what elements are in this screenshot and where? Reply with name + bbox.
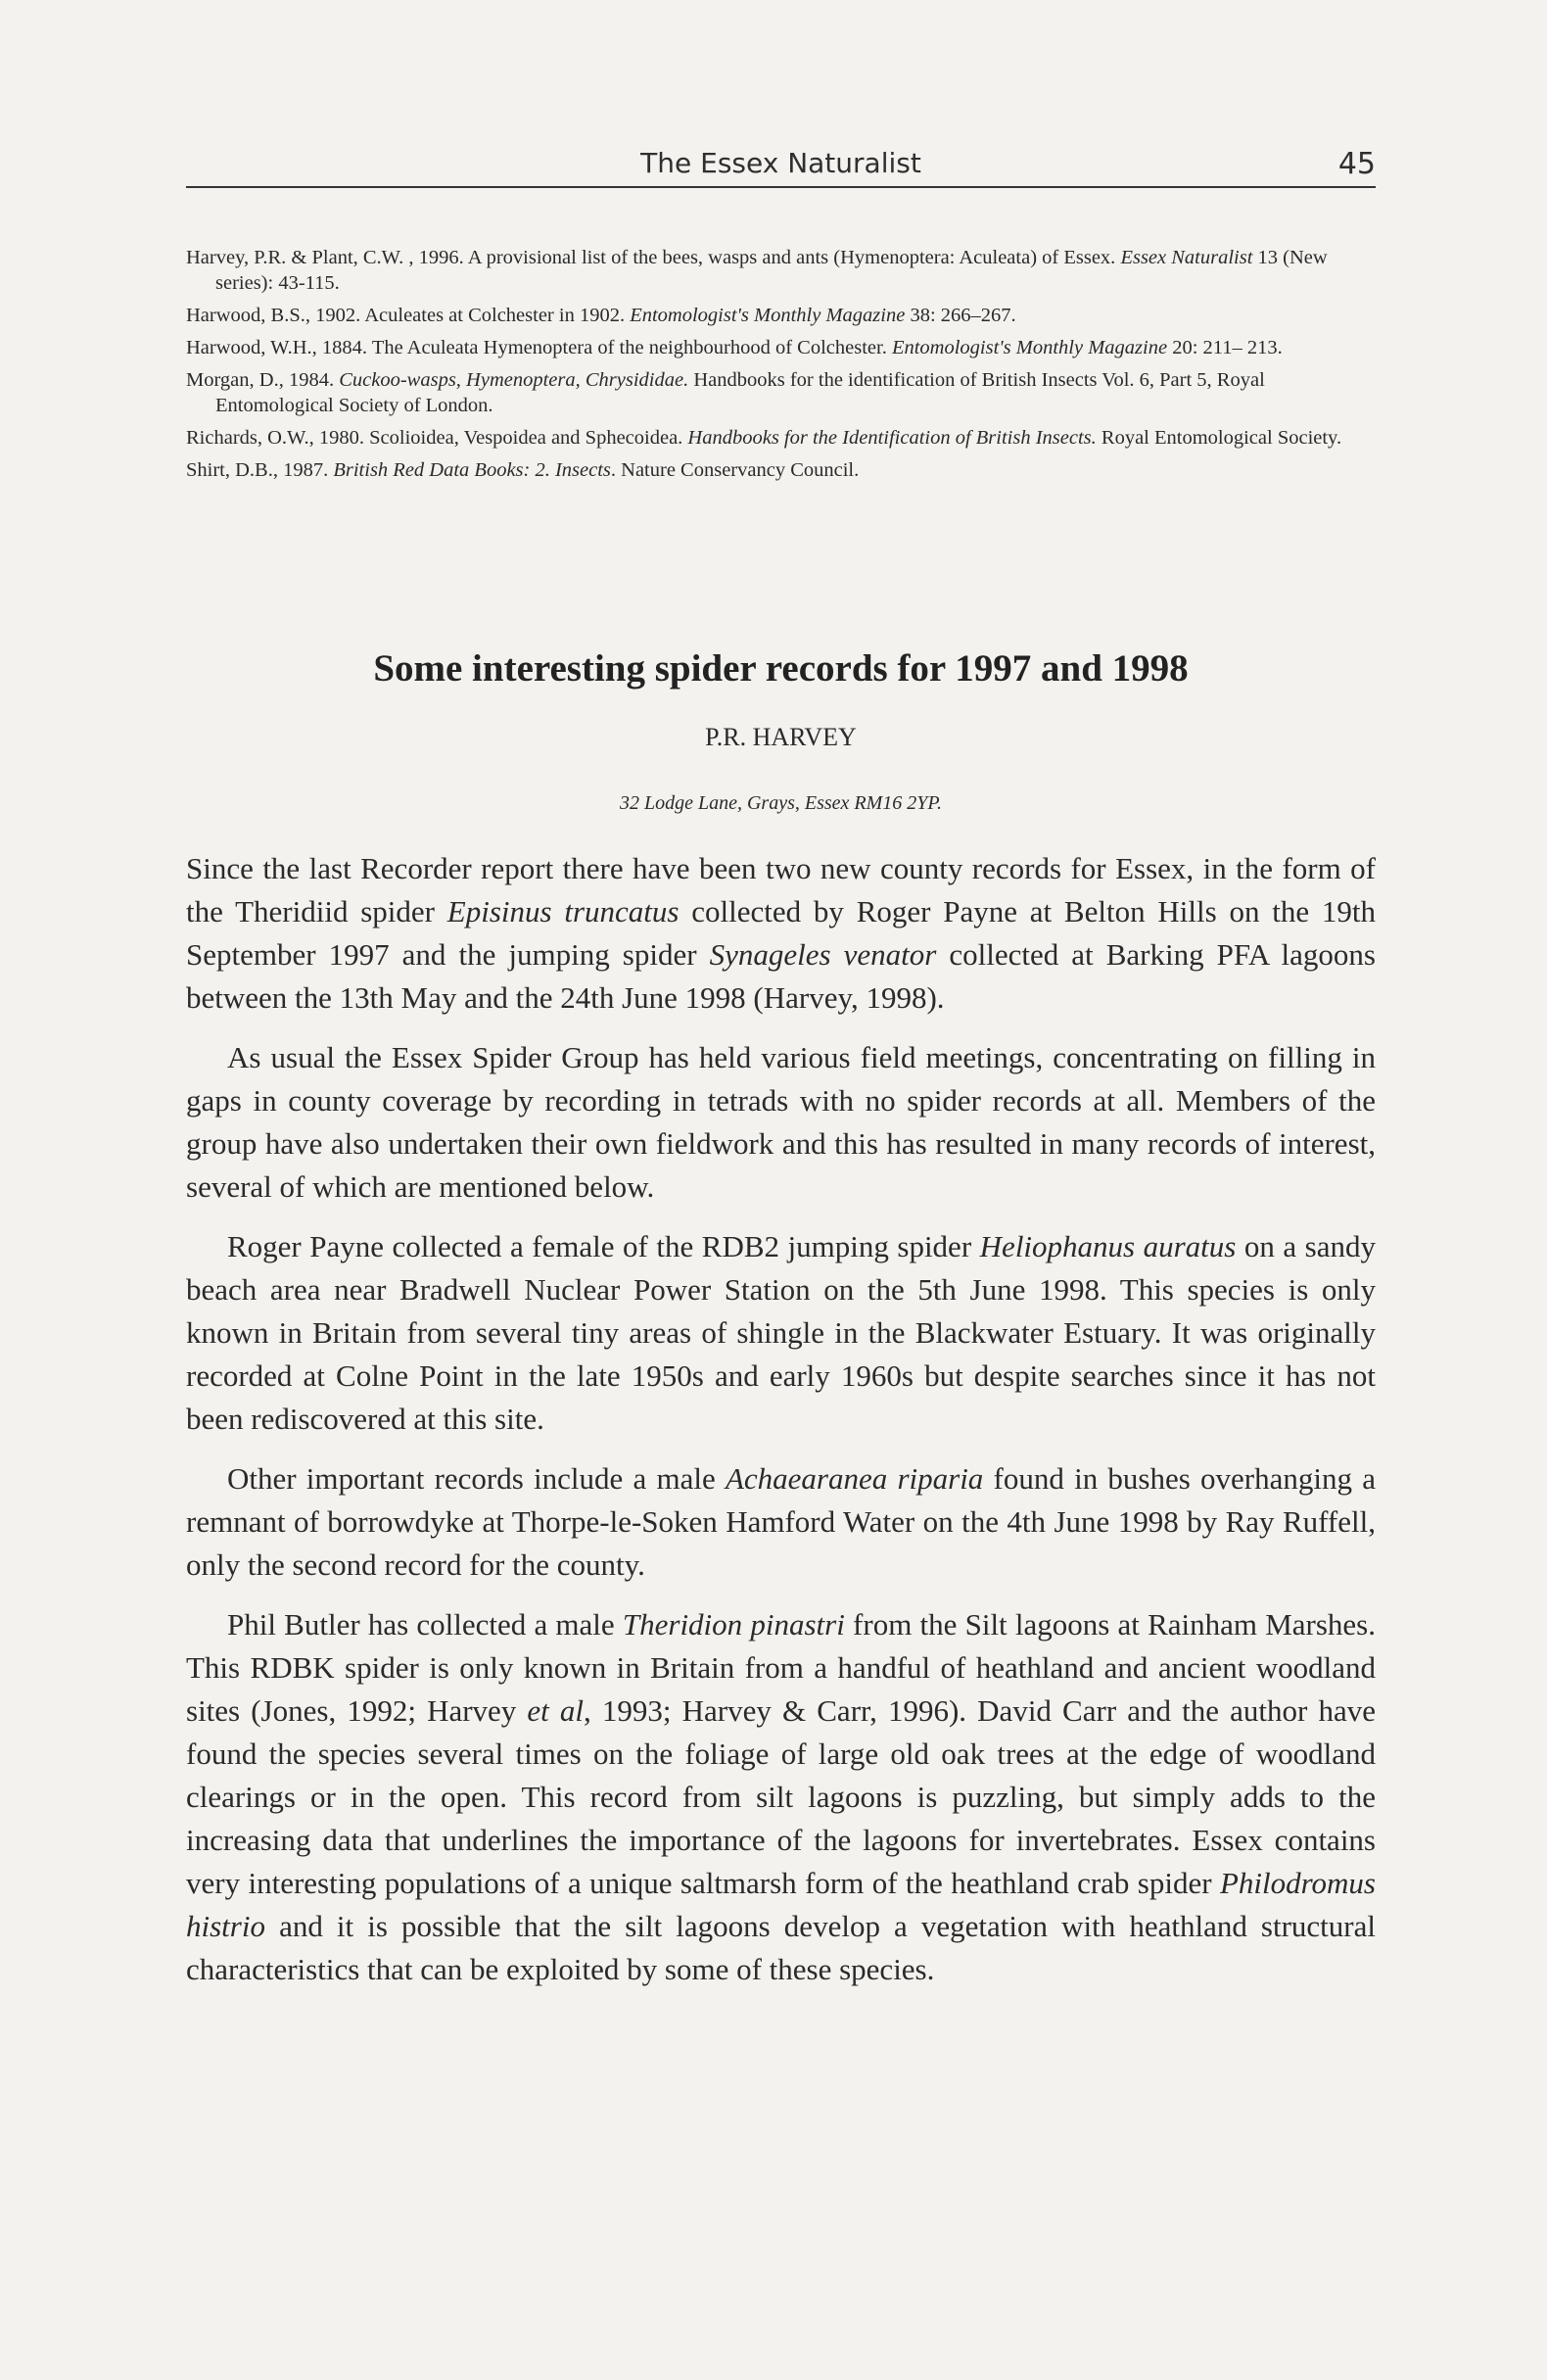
paragraph-text: As usual the Essex Spider Group has held various field meetings, concentrating on filling in gaps in county coverage by recording in tetrads with no spider records at all. Members of the group have also undertaken their own fieldwork and this has resulted in many records of interest, several of which are mentioned below. [186, 1040, 1376, 1204]
reference-list [186, 245, 1376, 490]
species-name: Achaearanea riparia [725, 1461, 984, 1496]
paragraph-text: found in bushes overhanging a remnant of borrowdyke at Thorpe-le-Soken Hamford Water on the 4th June 1998 by Ray Ruffell, only the second record for the county. [186, 1461, 1376, 1582]
reference-entry [186, 457, 1376, 483]
species-name: Heliophanus auratus [979, 1229, 1237, 1263]
ref-authors: Richards, O.W., 1980. [186, 427, 365, 449]
ref-source: Entomologist's Monthly Magazine [891, 337, 1168, 358]
ref-details: 13 (New series): 43-115. [215, 247, 1328, 294]
paragraph-text: and it is possible that the silt lagoons develop a vegetation with heathland structural characteristics that can be exploited by some of these species. [186, 1909, 1376, 1986]
ref-details: Royal Entomological Society. [1096, 427, 1342, 449]
paragraph-text: Phil Butler has collected a male [227, 1607, 623, 1642]
ref-title: Scolioidea, Vespoidea and Sphecoidea. [364, 427, 688, 449]
ref-source: British Red Data Books: 2. Insects [333, 459, 611, 481]
ref-authors: Morgan, D., 1984. [186, 369, 335, 391]
paragraph-text: Other important records include a male [227, 1461, 726, 1496]
ref-title: Aculeates at Colchester in 1902. [360, 305, 631, 326]
species-name: et al [527, 1693, 585, 1728]
body-paragraph [186, 1457, 1376, 1587]
paragraph-text: Roger Payne collected a female of the RDB2 jumping spider [227, 1229, 980, 1263]
running-header [186, 147, 1376, 188]
ref-title: The Aculeata Hymenoptera of the neighbourhood of Colchester. [367, 337, 892, 358]
journal-title: The Essex Naturalist [640, 147, 921, 179]
author-address: 32 Lodge Lane, Grays, Essex RM16 2YP. [619, 792, 943, 814]
paragraph-text: from the Silt lagoons at Rainham Marshes. This RDBK spider is only known in Britain from a handful of heathland and ancient woodland sites (Jones, 1992; Harvey [186, 1607, 1376, 1728]
page-number: 45 [1337, 147, 1376, 181]
species-name: Synageles venator [709, 937, 937, 972]
article-author: P.R. HARVEY [705, 723, 857, 751]
ref-authors: Harvey, P.R. & Plant, C.W. , 1996. [186, 247, 464, 268]
paragraph-text: on a sandy beach area near Bradwell Nuclear Power Station on the 5th June 1998. This species is only known in Britain from several tiny areas of shingle in the Blackwater Estuary. It was originally recorded at Colne Point in the late 1950s and early 1960s but despite searches since it has not been rediscovered at this site. [186, 1229, 1377, 1436]
ref-authors: Harwood, W.H., 1884. [186, 337, 368, 358]
body-paragraph [186, 1603, 1376, 1991]
paragraph-text: Since the last Recorder report there have been two new county records for Essex, in the form of the Theridiid spider [186, 851, 1376, 928]
reference-entry [186, 245, 1376, 296]
body-paragraph [186, 847, 1376, 1020]
paragraph-text: collected by Roger Payne at Belton Hills on the 19th September 1997 and the jumping spider [186, 894, 1376, 972]
body-paragraph [186, 1036, 1376, 1209]
article-body [186, 847, 1376, 2008]
species-name: Episinus truncatus [446, 894, 680, 928]
body-paragraph [186, 1225, 1376, 1441]
paragraph-text: , 1993; Harvey & Carr, 1996). David Carr and the author have found the species several times on the foliage of large old oak trees at the edge of woodland clearings or in the open. This record from silt lagoons is puzzling, but simply adds to the increasing data that underlines the importance of the lagoons for invertebrates. Essex contains very interesting populations of a unique saltmarsh form of the heathland crab spider [186, 1693, 1376, 1900]
paragraph-text: collected at Barking PFA lagoons between the 13th May and the 24th June 1998 (Harvey, 1998). [186, 937, 1376, 1015]
reference-entry [186, 367, 1376, 418]
ref-authors: Harwood, B.S., 1902. [186, 305, 361, 326]
reference-entry [186, 425, 1376, 451]
species-name: Theridion pinastri [622, 1607, 845, 1642]
reference-entry [186, 335, 1376, 360]
article-title: Some interesting spider records for 1997 and 1998 [373, 647, 1189, 690]
ref-source: Handbooks for the Identification of British Insects. [687, 427, 1097, 449]
ref-authors: Shirt, D.B., 1987. [186, 459, 329, 481]
ref-details: . Nature Conservancy Council. [610, 459, 860, 481]
reference-entry [186, 303, 1376, 328]
ref-source: Entomologist's Monthly Magazine [630, 305, 906, 326]
ref-source: Essex Naturalist [1120, 247, 1253, 268]
species-name: Philodromus histrio [186, 1866, 1376, 1943]
ref-details: 20: 211– 213. [1167, 337, 1283, 358]
ref-source: Cuckoo-wasps, Hymenoptera, Chrysididae. [339, 369, 689, 391]
ref-details: Handbooks for the identification of British Insects Vol. 6, Part 5, Royal Entomological Society of London. [215, 369, 1265, 416]
ref-details: 38: 266–267. [905, 305, 1016, 326]
ref-title: A provisional list of the bees, wasps and ants (Hymenoptera: Aculeata) of Essex. [463, 247, 1121, 268]
